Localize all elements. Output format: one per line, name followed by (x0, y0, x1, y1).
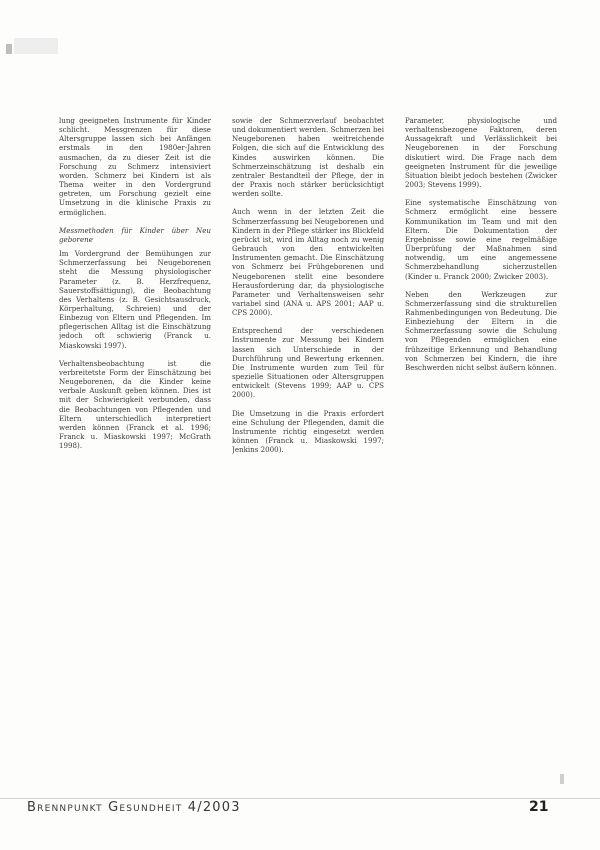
text-column-1 (59, 116, 211, 766)
paragraph: Entsprechend der verschiedenen Instrumente zur Messung bei Kindern lassen sich Unterschiede in der Durchführung und Bewertung erkennen. Die Instrumente wurden zum Teil für spezielle Situationen oder Altersgruppen entwickelt (Stevens 1999; AAP u. CPS 2000). (232, 326, 384, 400)
section-subheading: Messmethoden für Kinder über Neu geborene (59, 225, 211, 244)
journal-title: Brennpunkt Gesundheit 4/2003 (27, 800, 241, 815)
text-column-2 (232, 116, 384, 766)
scan-speck (560, 774, 564, 784)
paragraph: Verhaltensbeobachtung ist die verbreitetste Form der Einschätzung bei Neugeborenen, da die Kinder keine verbale Auskunft geben können. Dies ist mit der Schwierigkeit verbunden, dass die Beobachtungen von Pflegenden und Eltern unterschiedlich interpretiert werden können (Franck et al. 1996; Franck u. Miaskowski 1997; McGrath 1998). (59, 358, 211, 451)
paragraph: Parameter, physiologische und verhaltensbezogene Faktoren, deren Aussagekraft und Verlässlichkeit bei Neugeborenen in der Forschung diskutiert wird. Die Frage nach dem geeigneten Instrument für die jeweilige Situation bleibt jedoch bestehen (Zwicker 2003; Stevens 1999). (405, 116, 557, 190)
paragraph: sowie der Schmerzverlauf beobachtet und dokumentiert werden. Schmerzen bei Neugeborenen haben weitreichende Folgen, die sich auf die Entwicklung des Kindes auswirken können. Die Schmerzeinschätzung ist deshalb ein zentraler Bestandteil der Pflege, der in der Praxis noch stärker berücksichtigt werden sollte. (232, 116, 384, 199)
paragraph: Im Vordergrund der Bemühungen zur Schmerzerfassung bei Neugeborenen steht die Messung physiologischer Parameter (z. B. Herzfrequenz, Sauerstoffsättigung), die Beobachtung des Verhaltens (z. B. Gesichtsausdruck, Körperhaltung, Schreien) und der Einbezug von Eltern und Pflegenden. Im pflegerischen Alltag ist die Einschätzung jedoch oft schwierig (Franck u. Miaskowski 1997). (59, 249, 211, 350)
paragraph: Die Umsetzung in die Praxis erfordert eine Schulung der Pflegenden, damit die Instrumente richtig eingesetzt werden können (Franck u. Miaskowski 1997; Jenkins 2000). (232, 408, 384, 455)
paragraph: lung geeigneten Instrumente für Kinder schlicht. Messgrenzen für diese Altersgruppe lassen sich bei Anfängen erstmals in den 1980er-Jahren ausmachen, da zu dieser Zeit ist die Forschung zu Schmerz intensiviert worden. Schmerz bei Kindern ist als Thema weiter in den Vordergrund getreten, um Forschung gezielt eine Umsetzung in die klinische Praxis zu ermöglichen. (59, 116, 211, 217)
page-number: 21 (529, 799, 549, 815)
header-strip (14, 38, 58, 54)
paragraph: Auch wenn in der letzten Zeit die Schmerzerfassung bei Neugeborenen und Kindern in der Pflege stärker ins Blickfeld gerückt ist, wird im Alltag noch zu wenig Gebrauch von den entwickelten Instrumenten gemacht. Die Einschätzung von Schmerz bei Frühgeborenen und Neugeborenen stellt eine besondere Herausforderung dar, da physiologische Parameter und Verhaltensweisen sehr variabel sind (ANA u. APS 2001; AAP u. CPS 2000). (232, 207, 384, 318)
paragraph: Neben den Werkzeugen zur Schmerzerfassung sind die strukturellen Rahmenbedingungen von Bedeutung. Die Einbeziehung der Eltern in die Schmerzerfassung sowie die Schulung von Pflegenden ermöglichen eine frühzeitige Erkennung und Behandlung von Schmerzen bei Kindern, die ihre Beschwerden nicht selbst äußern können. (405, 289, 557, 372)
paragraph: Eine systematische Einschätzung von Schmerz ermöglicht eine bessere Kommunikation im Team und mit den Eltern. Die Dokumentation der Ergebnisse sowie eine regelmäßige Überprüfung der Maßnahmen sind notwendig, um eine angemessene Schmerzbehandlung sicherzustellen (Kinder u. Franck 2000; Zwicker 2003). (405, 198, 557, 281)
scan-edge-mark (6, 44, 12, 54)
text-column-3 (405, 116, 557, 766)
footer-divider (0, 798, 600, 799)
